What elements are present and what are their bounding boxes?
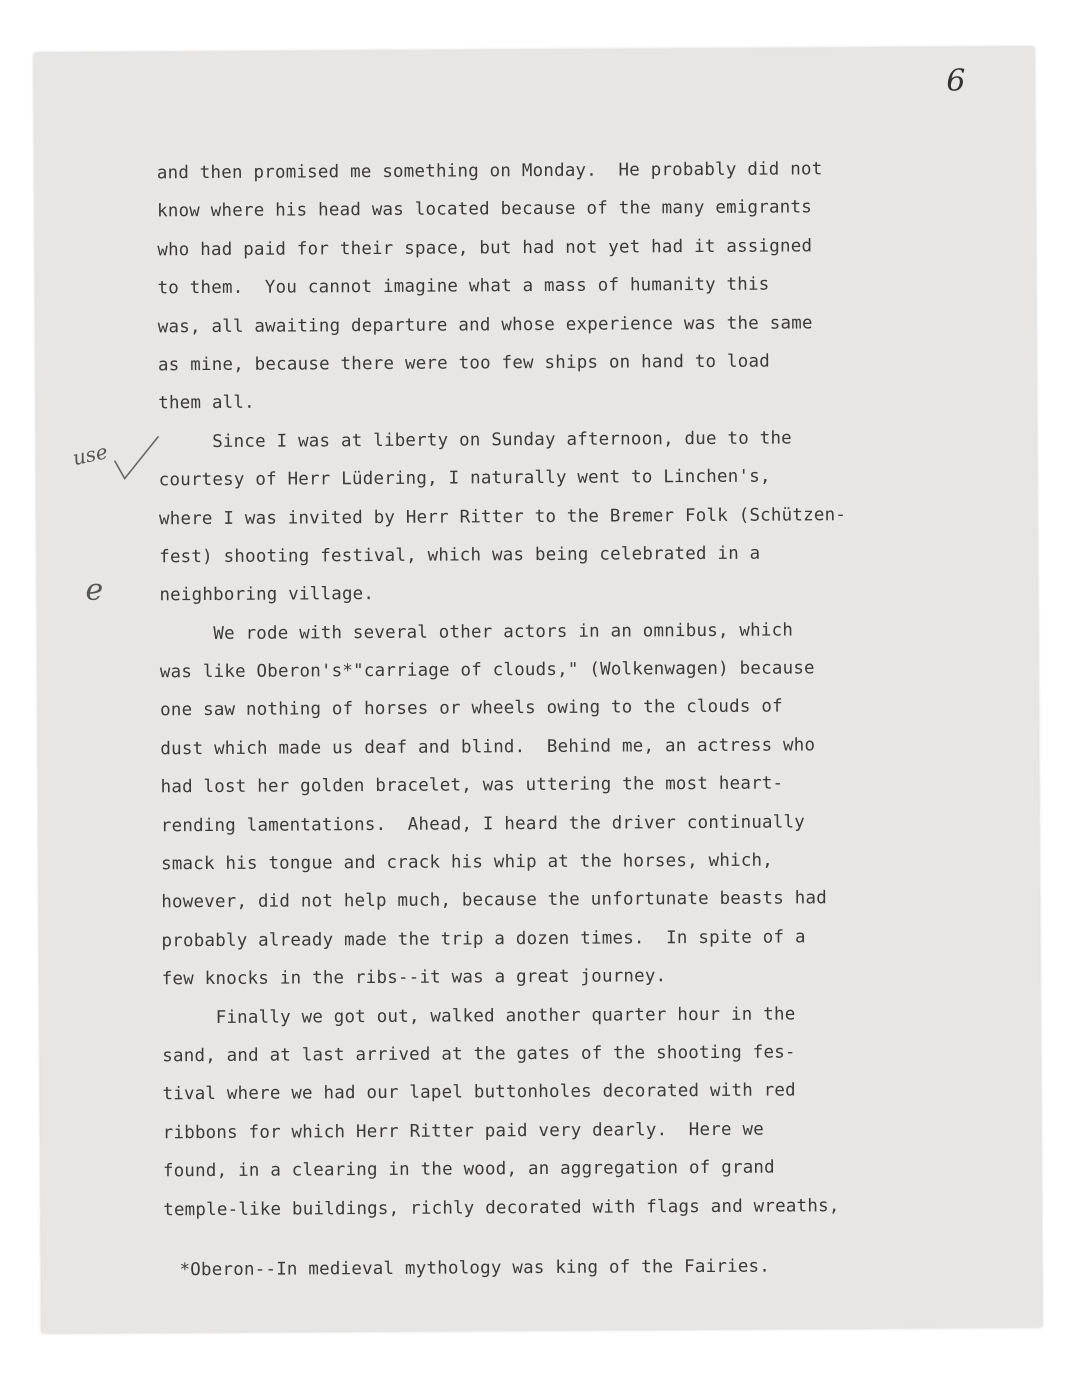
text-line: as mine, because there were too few ships on hand to load bbox=[157, 351, 771, 376]
document-page bbox=[34, 47, 1042, 1333]
text-line: few knocks in the ribs--it was a great journey. bbox=[161, 966, 667, 990]
text-line: courtesy of Herr Lüdering, I naturally went to Linchen's, bbox=[158, 466, 771, 491]
text-line: probably already made the trip a dozen times. In spite of a bbox=[161, 927, 806, 952]
body-text bbox=[157, 149, 984, 1229]
text-line: had lost her golden bracelet, was uttering the most heart- bbox=[160, 773, 784, 798]
text-line: was, all awaiting departure and whose experience was the same bbox=[157, 312, 813, 337]
text-line: tival where we had our lapel buttonholes decorated with red bbox=[162, 1080, 796, 1105]
text-line: temple-like buildings, richly decorated with flags and wreaths, bbox=[163, 1195, 840, 1220]
text-line: them all. bbox=[158, 393, 255, 414]
footnote: *Oberon--In medieval mythology was king of the Fairies. bbox=[179, 1256, 771, 1281]
text-line: sand, and at last arrived at the gates of the shooting fes- bbox=[162, 1042, 796, 1067]
text-line: know where his head was located because of the many emigrants bbox=[157, 197, 813, 222]
text-line: however, did not help much, because the unfortunate beasts had bbox=[161, 888, 827, 913]
text-line: smack his tongue and crack his whip at the horses, which, bbox=[160, 850, 774, 875]
text-line: We rode with several other actors in an omnibus, which bbox=[159, 620, 794, 644]
text-line: one saw nothing of horses or wheels owing to the clouds of bbox=[160, 696, 783, 721]
text-line: and then promised me something on Monday. He probably did not bbox=[156, 159, 823, 184]
text-line: found, in a clearing in the wood, an aggregation of grand bbox=[162, 1157, 775, 1182]
text-line: Finally we got out, walked another quarter hour in the bbox=[161, 1004, 796, 1028]
text-line: was like Oberon's*"carriage of clouds," (Wolkenwagen) because bbox=[159, 658, 815, 683]
text-line: neighboring village. bbox=[159, 584, 375, 606]
text-line: fest) shooting festival, which was being celebrated in a bbox=[159, 543, 761, 568]
text-line: ribbons for which Herr Ritter paid very dearly. Here we bbox=[162, 1119, 764, 1144]
text-line: dust which made us deaf and blind. Behind me, an actress who bbox=[160, 735, 816, 760]
margin-annotation-e: e bbox=[85, 572, 104, 608]
text-line: Since I was at liberty on Sunday afternoon, due to the bbox=[158, 428, 792, 453]
text-line: to them. You cannot imagine what a mass of humanity this bbox=[157, 274, 770, 299]
text-line: where I was invited by Herr Ritter to the Bremer Folk (Schützen- bbox=[158, 504, 847, 529]
margin-annotation-use: use bbox=[70, 439, 110, 471]
text-line: rending lamentations. Ahead, I heard the driver continually bbox=[160, 812, 806, 836]
page-number: 6 bbox=[946, 63, 966, 99]
text-line: who had paid for their space, but had not yet had it assigned bbox=[157, 236, 813, 261]
